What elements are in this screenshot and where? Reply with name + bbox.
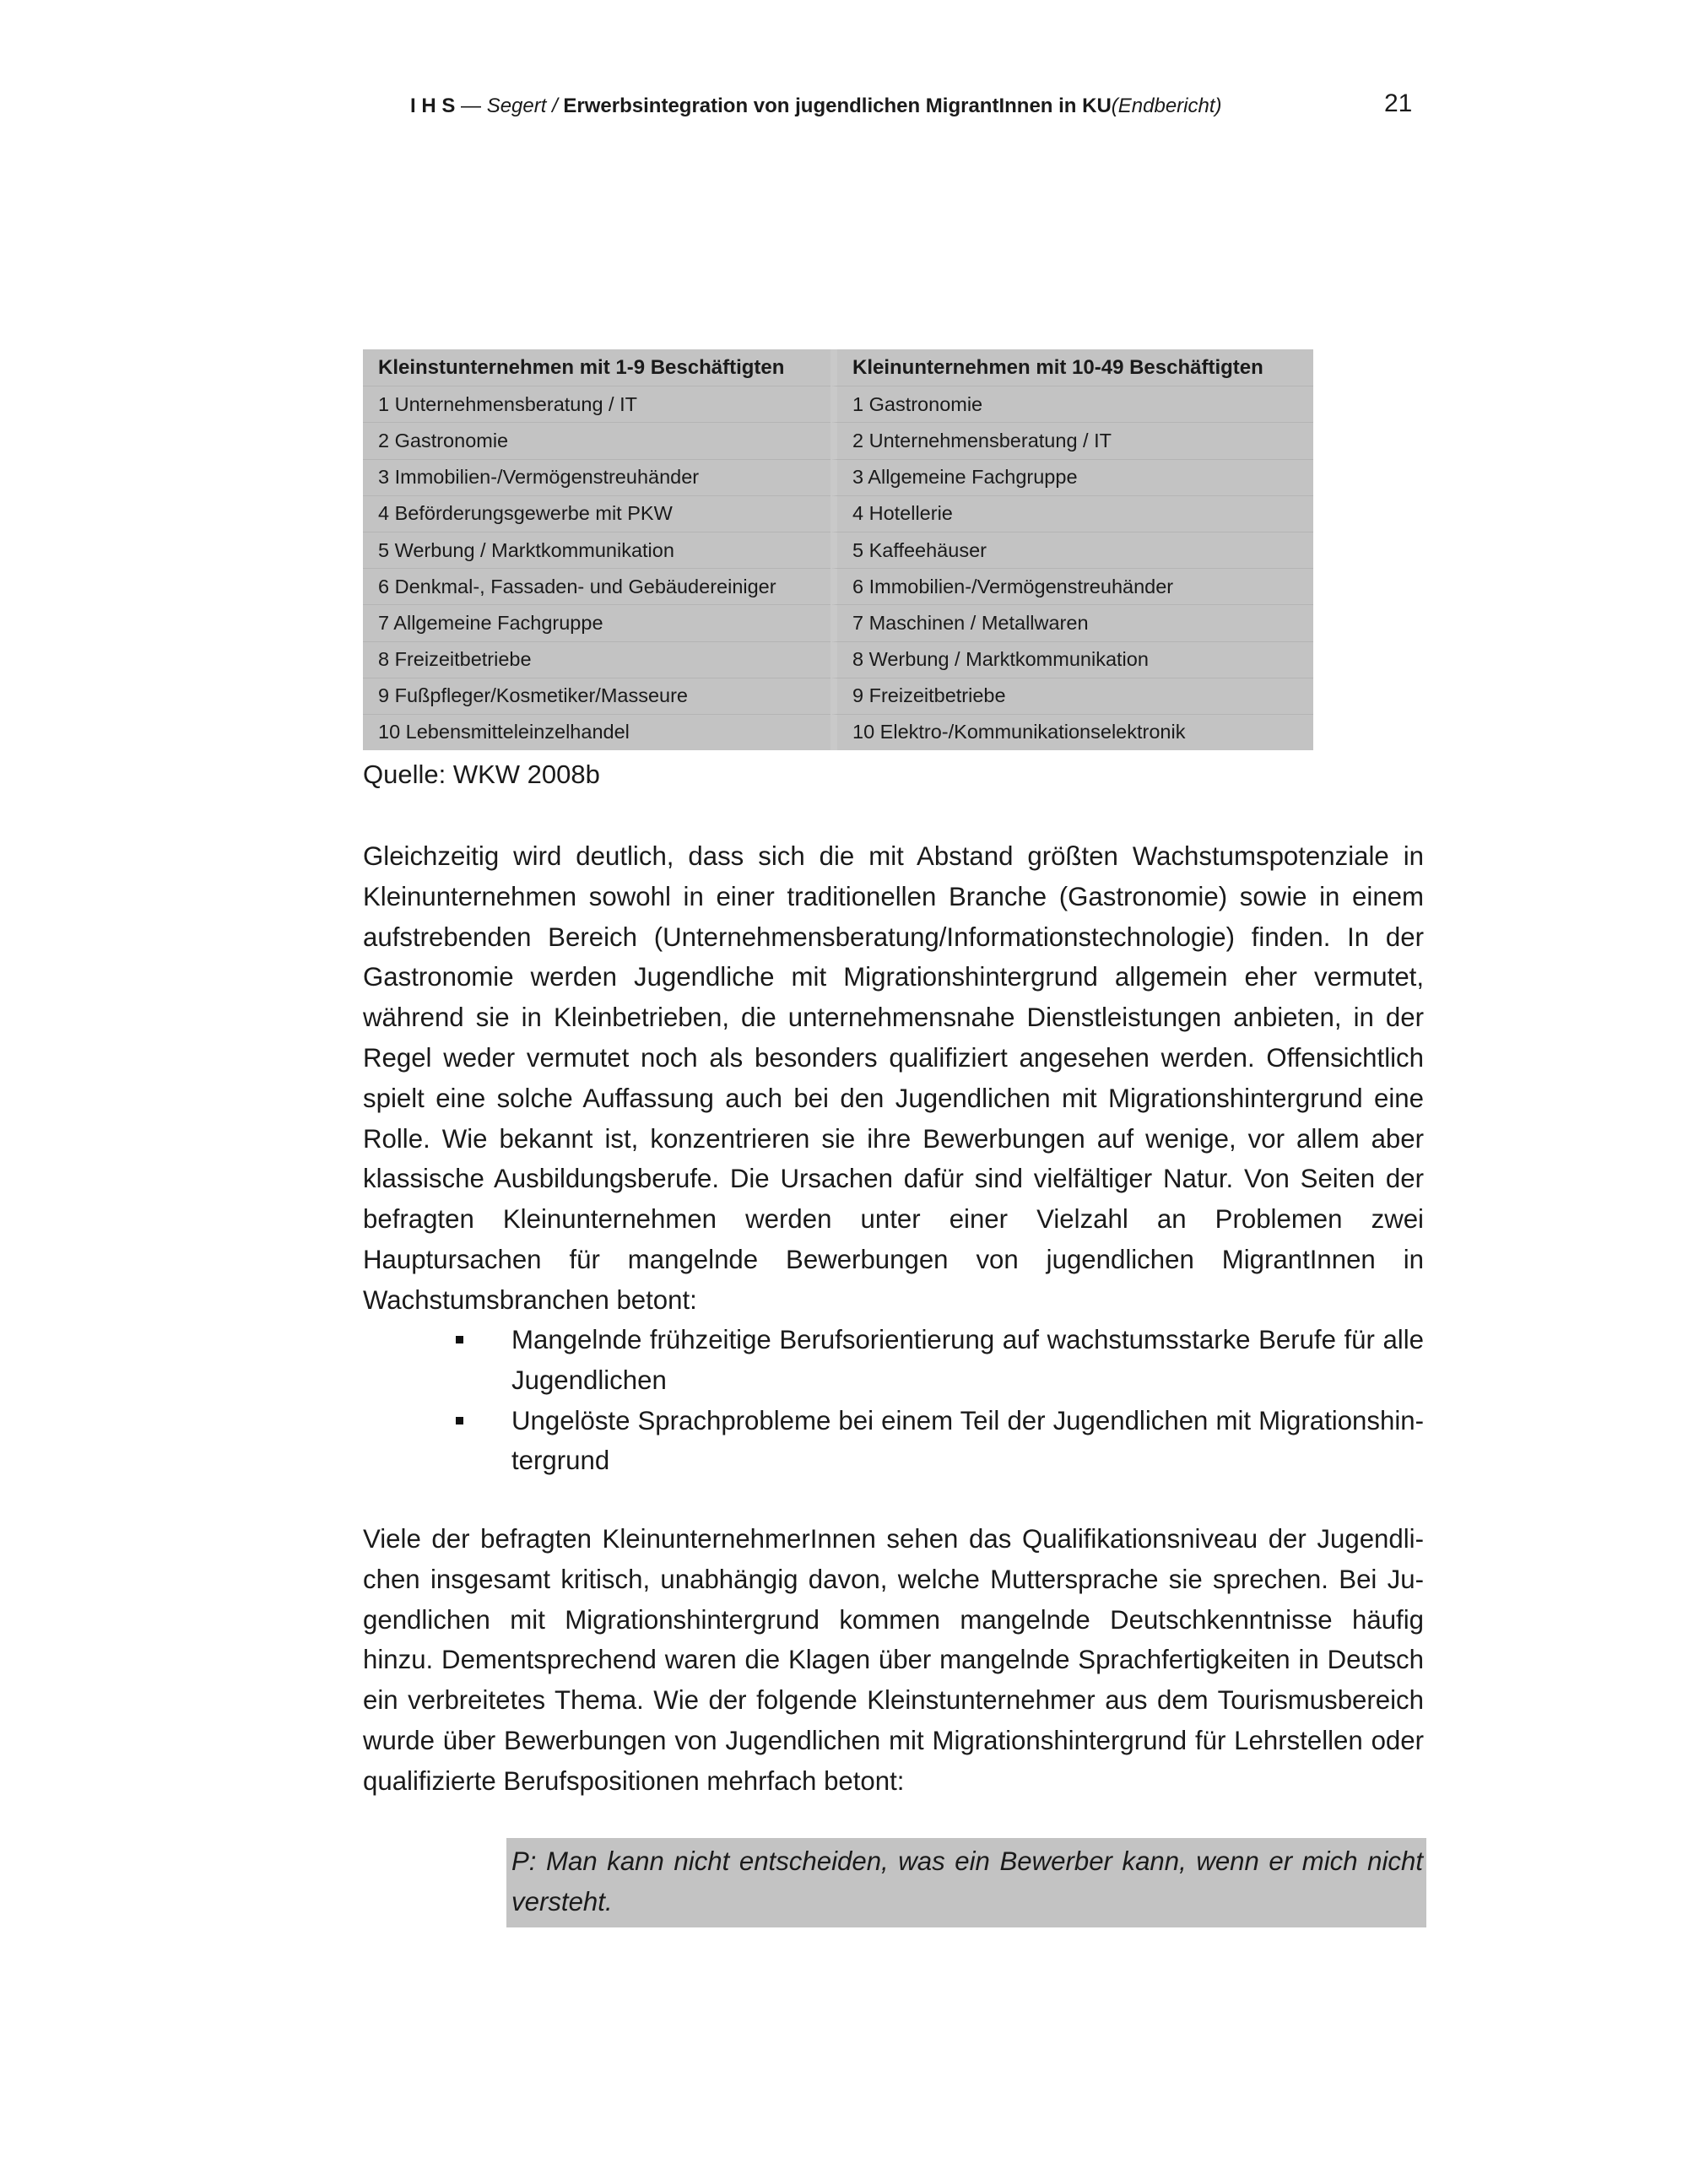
- table-cell-right: 6 Immobilien-/Vermögenstreuhänder: [830, 568, 1313, 604]
- table-cell-right: 3 Allgemeine Fachgruppe: [830, 459, 1313, 495]
- header-institute: I H S: [410, 95, 456, 117]
- table-cell-right: 7 Maschinen / Metallwaren: [830, 604, 1313, 641]
- bullet-list: [456, 1320, 1424, 1481]
- table-row: [363, 604, 1313, 641]
- table-header-row: [363, 349, 1313, 386]
- table-cell-right: 10 Elektro-/Kommunikationselektronik: [830, 714, 1313, 750]
- table-cell-right: 4 Hotellerie: [830, 495, 1313, 532]
- table-row: [363, 495, 1313, 532]
- table-source: Quelle: WKW 2008b: [363, 760, 600, 789]
- table-header-right: Kleinunternehmen mit 10-49 Beschäftigten: [830, 349, 1313, 386]
- bullet-item: [456, 1320, 1424, 1401]
- table-row: [363, 714, 1313, 750]
- table-cell-right: 1 Gastronomie: [830, 386, 1313, 422]
- table-cell-left: 9 Fußpfleger/Kosmetiker/Masseure: [363, 678, 830, 714]
- header-dash: —: [461, 95, 482, 117]
- table-header-left: Kleinstunternehmen mit 1-9 Beschäftigten: [378, 355, 785, 379]
- body-paragraph-1: Gleichzeitig wird deutlich, dass sich die mit Abstand größten Wachstumspotenziale in Kleinunternehmen sowohl in einer traditionellen Branche (Gastronomie) sowie in einem aufstrebenden Bereich (Unternehmensberatung/Informationstechnologie) finden. In der Gastronomie werden Jugendliche mit Migrationshintergrund allgemein eher vermutet, während sie in Kleinbetrieben, die unternehmensnahe Dienstleistungen anbieten, in der Regel weder vermutet noch als besonders qualifiziert angesehen werden. Offensichtlich spielt eine solche Auffassung auch bei den Jugendlichen mit Migrationshintergrund eine Rolle. Wie bekannt ist, konzentrieren sie ihre Bewerbungen auf wenige, vor allem aber klassische Ausbildungsberufe. Die Ursachen dafür sind vielfältiger Natur. Von Seiten der befragten Kleinunternehmen werden unter einer Vielzahl an Problemen zwei Hauptursachen für mangelnde Bewerbungen von jugendlichen MigrantInnen in Wachstumsbranchen betont:: [363, 841, 1424, 1315]
- table-cell-left: 7 Allgemeine Fachgruppe: [363, 604, 830, 641]
- table-cell-right: 5 Kaffeehäuser: [830, 532, 1313, 568]
- table-cell-left: 6 Denkmal-, Fassaden- und Gebäudereiniger: [363, 568, 830, 604]
- ranking-table: [363, 349, 1313, 750]
- table-cell-right: 9 Freizeitbetriebe: [830, 678, 1313, 714]
- bullet-item: [456, 1401, 1424, 1482]
- bullet-text: Mangelnde frühzeitige Berufsorientierung auf wachstumsstarke Berufe für alle Jugendlichen: [511, 1325, 1424, 1395]
- body-paragraph-2: Viele der befragten KleinunternehmerInnen sehen das Qualifikationsniveau der Jugendlichen insgesamt kritisch, unabhängig davon, welche Muttersprache sie sprechen. Bei Jugendlichen mit Migrationshintergrund kommen mangelnde Deutschkenntnisse häufig hinzu. Dementsprechend waren die Klagen über mangelnde Sprachfertigkeiten in Deutsch ein verbreitetes Thema. Wie der folgende Kleinstunternehmer aus dem Tourismusbereich wurde über Bewerbungen von Jugendlichen mit Migrationshintergrund für Lehrstellen oder qualifizierte Berufspositionen mehrfach betont:: [363, 1524, 1424, 1796]
- table-cell-left: 4 Beförderungsgewerbe mit PKW: [363, 495, 830, 532]
- table-cell-left: 1 Unternehmensberatung / IT: [363, 386, 830, 422]
- header-subtitle: (Endbericht): [1111, 95, 1222, 117]
- table-cell-left: 10 Lebensmitteleinzelhandel: [363, 714, 830, 750]
- bullet-square-icon: [456, 1336, 463, 1343]
- table-cell-right: 2 Unternehmensberatung / IT: [830, 422, 1313, 458]
- page-number: 21: [1384, 89, 1413, 117]
- table-row: [363, 422, 1313, 458]
- table-row: [363, 678, 1313, 714]
- page-header: [0, 89, 1688, 128]
- bullet-square-icon: [456, 1417, 463, 1424]
- table-row: [363, 532, 1313, 568]
- table-row: [363, 568, 1313, 604]
- table-cell-left: 5 Werbung / Marktkommunikation: [363, 532, 830, 568]
- table-cell-right: 8 Werbung / Marktkommunikation: [830, 641, 1313, 678]
- table-cell-left: 8 Freizeitbetriebe: [363, 641, 830, 678]
- table-row: [363, 459, 1313, 495]
- header-title: Erwerbsintegration von jugendlichen MigrantInnen in KU: [563, 95, 1112, 117]
- header-author: Segert /: [486, 95, 558, 117]
- interview-quote: P: Man kann nicht entscheiden, was ein Bewerber kann, wenn er mich nicht versteht.: [506, 1838, 1426, 1927]
- table-cell-left: 2 Gastronomie: [363, 422, 830, 458]
- table-row: [363, 641, 1313, 678]
- table-row: [363, 386, 1313, 422]
- bullet-text: Ungelöste Sprachprobleme bei einem Teil der Jugendlichen mit Migrationshintergrund: [511, 1405, 1424, 1476]
- running-title: [410, 95, 1222, 118]
- table-cell-left: 3 Immobilien-/Vermögenstreuhänder: [363, 459, 830, 495]
